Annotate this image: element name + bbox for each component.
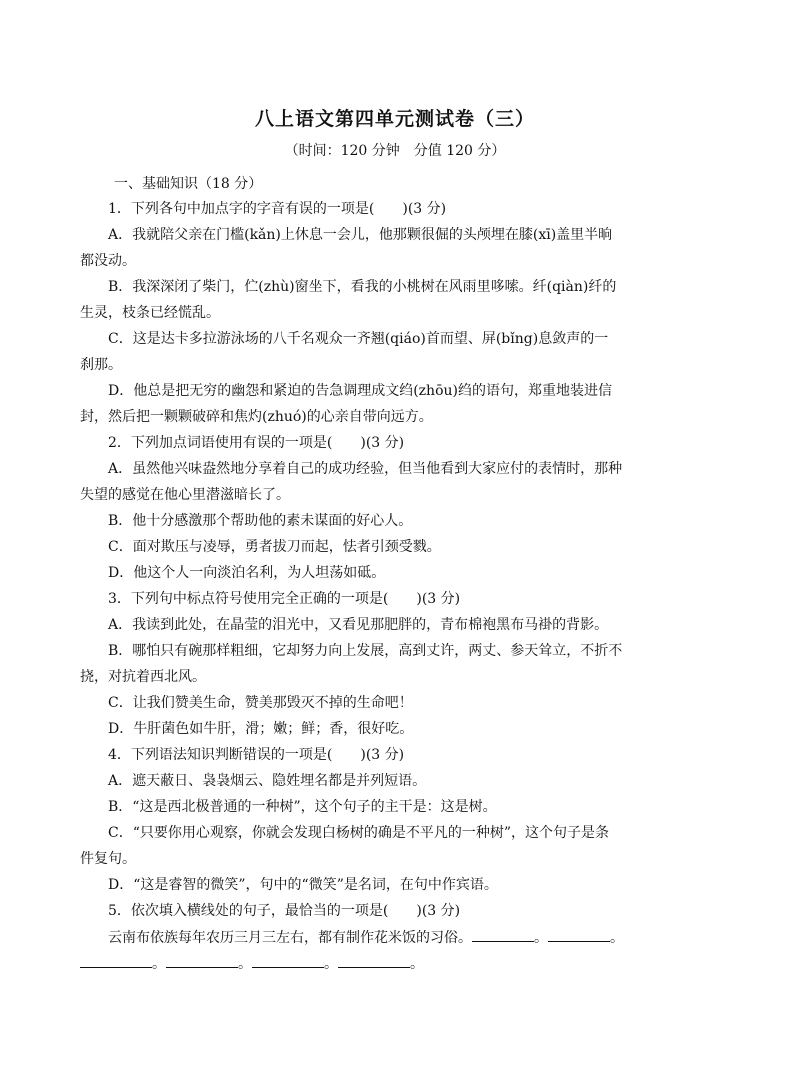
period: 。 <box>238 956 252 972</box>
exam-subtitle: （时间：120 分钟 分值 120 分） <box>284 143 506 159</box>
question-2: 2．下列加点词语使用有误的一项是( )(3 分) <box>108 435 405 451</box>
question-5: 5．依次填入横线处的句子，最恰当的一项是( )(3 分) <box>108 903 461 919</box>
option-2a-cont: 失望的感觉在他心里潜滋暗长了。 <box>80 487 290 503</box>
option-1a-cont: 都没动。 <box>80 253 136 269</box>
option-2a: A．虽然他兴味盎然地分享着自己的成功经验，但当他看到大家应付的表情时，那种 <box>108 461 623 477</box>
option-1b-cont: 生灵，枝条已经慌乱。 <box>80 305 220 321</box>
fill-blank-6[interactable] <box>338 953 410 968</box>
fill-blank-1[interactable] <box>472 927 534 942</box>
fill-blank-2[interactable] <box>548 927 610 942</box>
question-1: 1．下列各句中加点字的字音有误的一项是( )(3 分) <box>108 201 447 217</box>
option-1d: D．他总是把无穷的幽怨和紧迫的告急调理成文绉(zhōu)绉的语句，郑重地装进信 <box>108 383 612 399</box>
question-3: 3．下列句中标点符号使用完全正确的一项是( )(3 分) <box>108 591 461 607</box>
option-2d: D．他这个人一向淡泊名利，为人坦荡如砥。 <box>108 565 386 581</box>
question-5-blanks <box>80 953 424 974</box>
option-3a: A．我读到此处，在晶莹的泪光中，又看见那肥胖的，青布棉袍黑布马褂的背影。 <box>108 617 609 633</box>
option-4c-cont: 件复句。 <box>80 851 136 867</box>
fill-blank-3[interactable] <box>80 953 152 968</box>
period: 。 <box>534 930 548 946</box>
option-1b: B．我深深闭了柴门，伫(zhù)窗坐下，看我的小桃树在风雨里哆嗦。纤(qiàn)纤的 <box>108 279 617 295</box>
option-4c: C．“只要你用心观察，你就会发现白杨树的确是不平凡的一种树”，这个句子是条 <box>108 825 610 841</box>
question-5-passage <box>108 927 624 948</box>
option-3c: C．让我们赞美生命，赞美那毁灭不掉的生命吧！ <box>108 695 413 711</box>
option-1c: C．这是达卡多拉游泳场的八千名观众一齐翘(qiáo)首而望、屏(bǐng)息敛声的一 <box>108 331 609 347</box>
option-4d: D．“这是睿智的微笑”，句中的“微笑”是名词，在句中作宾语。 <box>108 877 498 893</box>
period: 。 <box>152 956 166 972</box>
fill-blank-4[interactable] <box>166 953 238 968</box>
option-3b: B．哪怕只有碗那样粗细，它却努力向上发展，高到丈许，两丈、参天耸立，不折不 <box>108 643 623 659</box>
fill-blank-5[interactable] <box>252 953 324 968</box>
option-2b: B．他十分感激那个帮助他的素未谋面的好心人。 <box>108 513 413 529</box>
option-4a: A．遮天蔽日、袅袅烟云、隐姓埋名都是并列短语。 <box>108 773 427 789</box>
exam-title: 八上语文第四单元测试卷（三） <box>254 108 535 130</box>
option-1a: A．我就陪父亲在门槛(kǎn)上休息一会儿，他那颗很倔的头颅埋在膝(xī)盖里半晌 <box>108 227 613 243</box>
period: 。 <box>324 956 338 972</box>
passage-text: 云南布依族每年农历三月三左右，都有制作花米饭的习俗。 <box>108 930 472 946</box>
option-1d-cont: 封，然后把一颗颗破碎和焦灼(zhuó)的心亲自带向远方。 <box>80 409 433 425</box>
section-heading: 一、基础知识（18 分） <box>114 176 263 192</box>
option-3b-cont: 挠，对抗着西北风。 <box>80 669 206 685</box>
period: 。 <box>610 930 624 946</box>
option-1c-cont: 刹那。 <box>80 357 122 373</box>
period: 。 <box>410 956 424 972</box>
question-4: 4．下列语法知识判断错误的一项是( )(3 分) <box>108 747 405 763</box>
option-4b: B．“这是西北极普通的一种树”，这个句子的主干是：这是树。 <box>108 799 497 815</box>
option-3d: D．牛肝菌色如牛肝，滑；嫩；鲜；香，很好吃。 <box>108 721 414 737</box>
option-2c: C．面对欺压与凌辱，勇者拔刀而起，怯者引颈受戮。 <box>108 539 441 555</box>
